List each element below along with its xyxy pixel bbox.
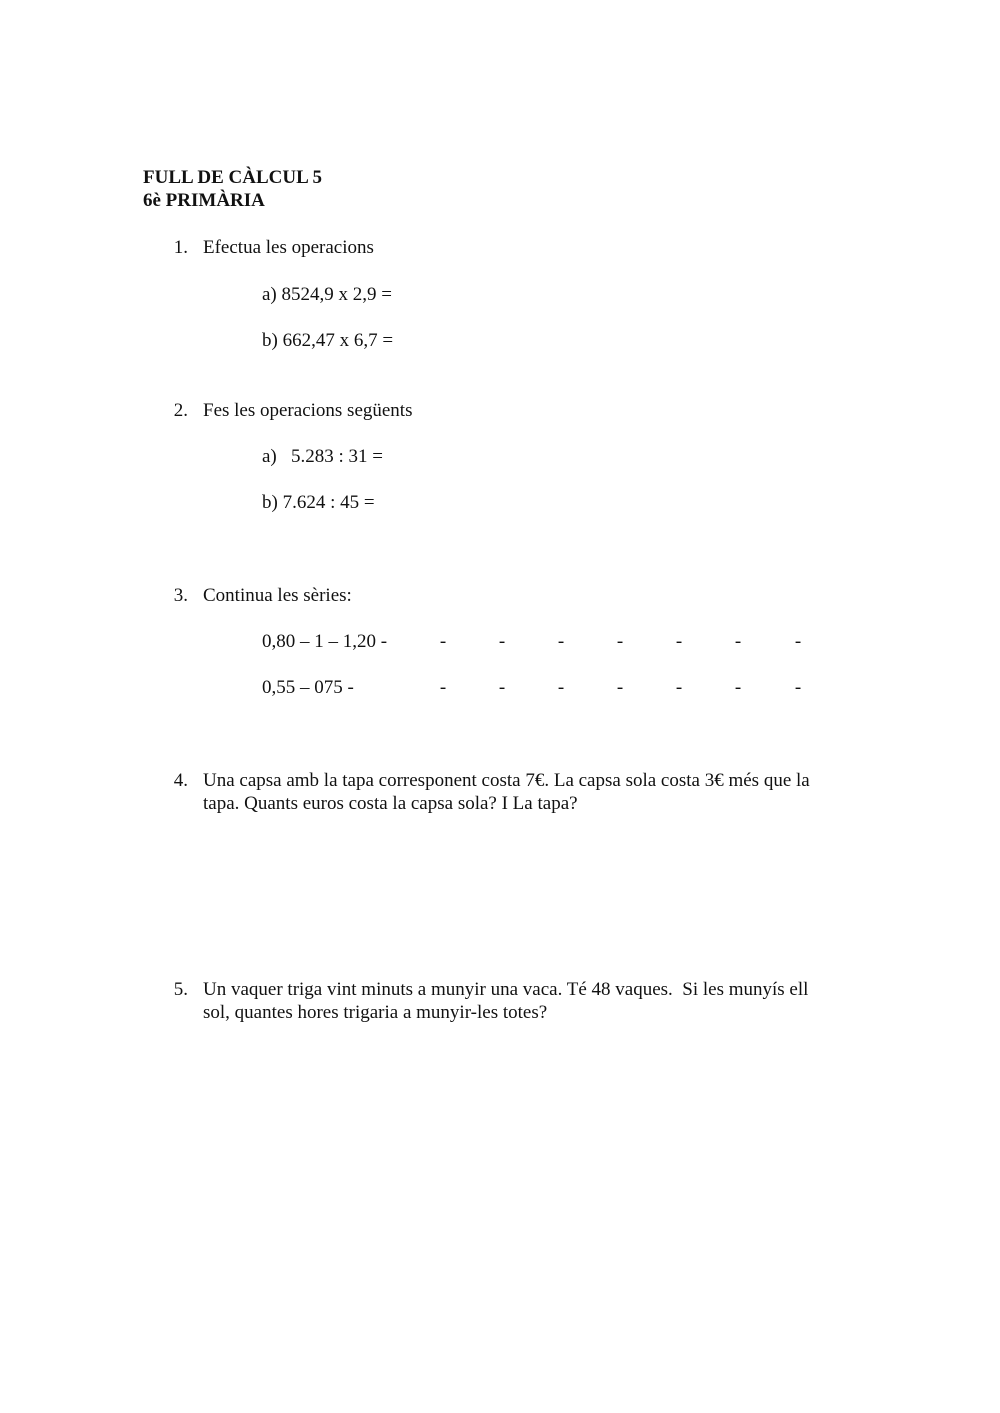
question-number: 1.	[173, 237, 188, 258]
series-blank: -	[675, 631, 683, 652]
question-text: Fes les operacions següents	[203, 400, 413, 421]
series-blank: -	[734, 631, 742, 652]
operation-item: b) 7.624 : 45 =	[262, 492, 375, 513]
question-number: 4.	[173, 770, 188, 791]
question-text-line: Una capsa amb la tapa corresponent costa 7€. La capsa sola costa 3€ més que la	[203, 770, 810, 791]
question-text-line: Un vaquer triga vint minuts a munyir una vaca. Té 48 vaques. Si les munyís ell	[203, 979, 809, 1000]
question-text: Continua les sèries:	[203, 585, 352, 606]
series-blank: -	[498, 677, 506, 698]
series-blank: -	[439, 631, 447, 652]
question-text-line: tapa. Quants euros costa la capsa sola? I La tapa?	[203, 793, 578, 814]
series-blank: -	[616, 677, 624, 698]
operation-item: a) 8524,9 x 2,9 =	[262, 284, 392, 305]
series-blank: -	[557, 677, 565, 698]
worksheet-grade: 6è PRIMÀRIA	[143, 190, 265, 211]
question-number: 3.	[173, 585, 188, 606]
series-blank: -	[675, 677, 683, 698]
series-blank: -	[734, 677, 742, 698]
series-blank: -	[557, 631, 565, 652]
series-start: 0,80 – 1 – 1,20 -	[262, 631, 388, 652]
series-start: 0,55 – 075 -	[262, 677, 354, 698]
series-blank: -	[794, 677, 802, 698]
series-blank: -	[439, 677, 447, 698]
series-blank: -	[794, 631, 802, 652]
question-number: 2.	[173, 400, 188, 421]
series-blank: -	[616, 631, 624, 652]
operation-item: a) 5.283 : 31 =	[262, 446, 384, 467]
operation-item: b) 662,47 x 6,7 =	[262, 330, 394, 351]
question-text: Efectua les operacions	[203, 237, 374, 258]
question-number: 5.	[173, 979, 188, 1000]
series-blank: -	[498, 631, 506, 652]
question-text-line: sol, quantes hores trigaria a munyir-les totes?	[203, 1002, 548, 1023]
worksheet-title: FULL DE CÀLCUL 5	[143, 167, 322, 188]
